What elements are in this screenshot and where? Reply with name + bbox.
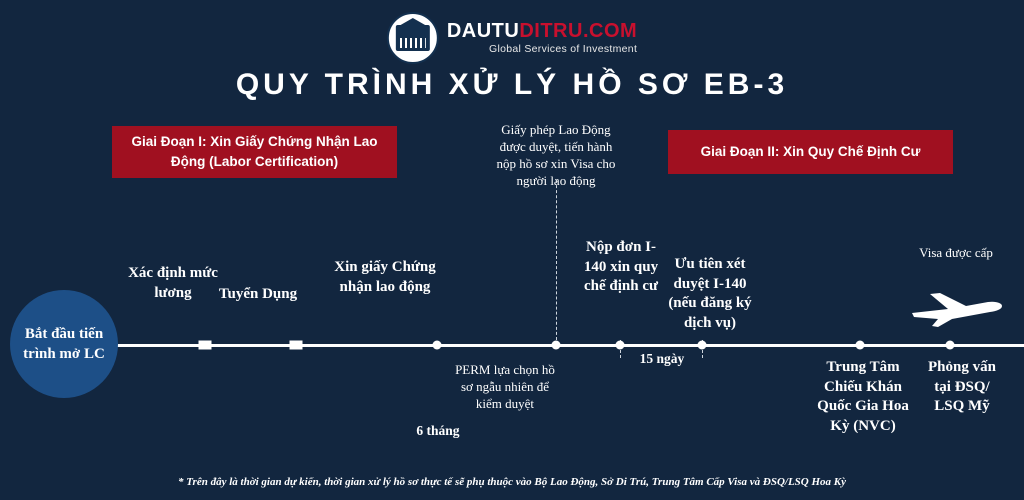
step-label-visa-granted: Visa được cấp [919, 245, 993, 260]
logo-text [447, 21, 637, 55]
brand-logo [387, 12, 637, 64]
stage-banner-2: Giai Đoạn II: Xin Quy Chế Định Cư [668, 130, 953, 174]
timeline-node-1 [199, 341, 212, 350]
airplane-icon [908, 286, 1004, 328]
page-title: QUY TRÌNH XỬ LÝ HỒ SƠ EB-3 [235, 68, 789, 101]
timeline-node-5 [616, 341, 625, 350]
logo-title [447, 21, 637, 41]
logo-title-part-b: DITRU.COM [519, 20, 638, 43]
duration-label-15-days: 15 ngày [639, 351, 685, 366]
timeline-node-6 [698, 341, 707, 350]
stage-banner-1: Giai Đoạn I: Xin Giấy Chứng Nhận Lao Động (Labor Certification) [112, 126, 397, 178]
step-label-i140-filing: Nộp đơn I-140 xin quy chế định cư [583, 239, 659, 294]
step-label-recruitment: Tuyển Dụng [218, 286, 298, 302]
timeline-node-8 [946, 341, 955, 350]
duration-label-6-months: 6 tháng [416, 423, 460, 438]
step-label-interview: Phỏng vấn tại ĐSQ/ LSQ Mỹ [928, 359, 996, 414]
step-label-salary: Xác định mức lương [128, 265, 218, 301]
step-label-perm-audit: PERM lựa chọn hồ sơ ngẫu nhiên để kiểm duyệt [455, 362, 555, 411]
timeline-node-3 [433, 341, 442, 350]
start-node: Bắt đầu tiến trình mở LC [10, 290, 118, 398]
footer-disclaimer: * Trên đây là thời gian dự kiến, thời gian xử lý hồ sơ thực tế sẽ phụ thuộc vào Bộ Lao Động, Sở Di Trú, Trung Tâm Cấp Visa và ĐSQ/LSQ Hoa Kỳ [177, 476, 846, 488]
timeline-node-2 [290, 341, 303, 350]
timeline-node-4 [552, 341, 561, 350]
timeline-node-7 [856, 341, 865, 350]
step-label-labor-cert: Xin giấy Chứng nhận lao động [334, 259, 436, 295]
logo-subtitle: Global Services of Investment [488, 43, 638, 56]
connector-visa-docs [556, 180, 557, 345]
white-house-icon [387, 12, 439, 64]
logo-title-part-a: DAUTU [446, 20, 520, 43]
step-label-nvc: Trung Tâm Chiếu Khán Quốc Gia Hoa Kỳ (NVC) [817, 359, 909, 434]
step-label-premium-processing: Ưu tiên xét duyệt I-140 (nếu đăng ký dịch vụ) [668, 256, 752, 331]
step-label-visa-filing: Giấy phép Lao Động được duyệt, tiến hành nộp hồ sơ xin Visa cho người lao động [496, 122, 616, 188]
